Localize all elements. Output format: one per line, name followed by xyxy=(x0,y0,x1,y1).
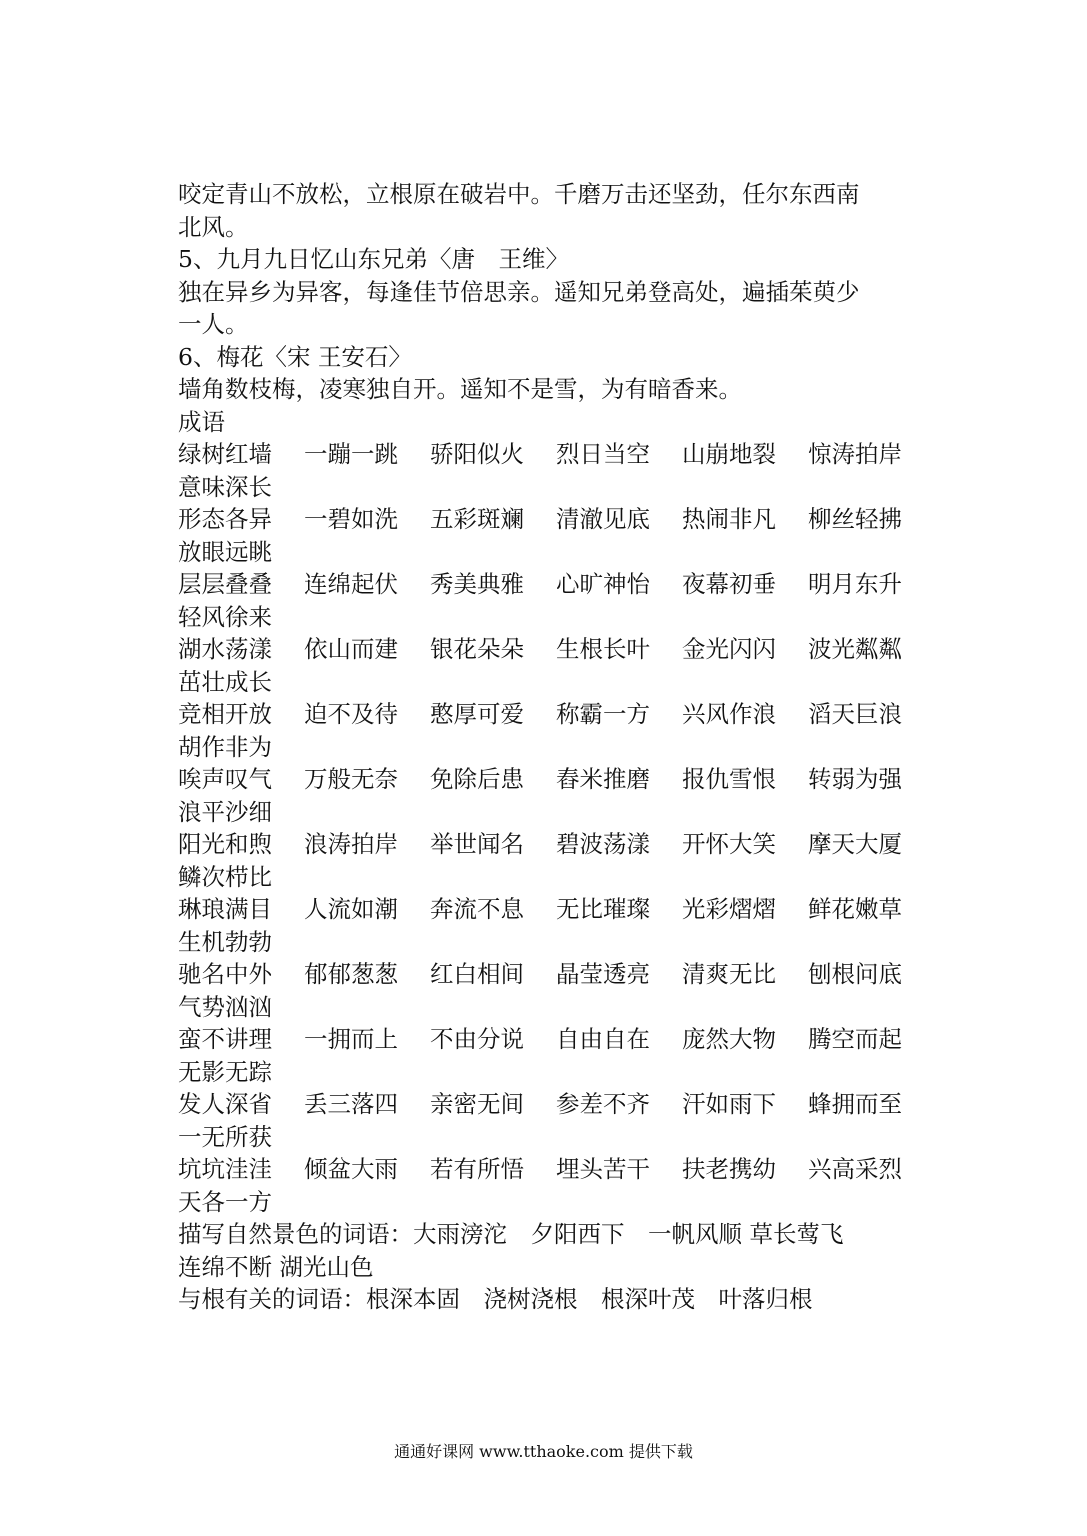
idiom-word: 秀美典雅 xyxy=(430,570,524,598)
idiom-row xyxy=(178,893,918,926)
idiom-word: 摩天大厦 xyxy=(808,830,902,858)
idiom-word: 连绵起伏 xyxy=(304,570,398,598)
idiom-row xyxy=(178,763,918,796)
idiom-row xyxy=(178,958,918,991)
idiom-word: 无影无踪 xyxy=(178,1057,272,1086)
idiom-word: 转弱为强 xyxy=(808,765,902,793)
idiom-word: 光彩熠熠 xyxy=(682,895,776,923)
idiom-word: 鲜花嫩草 xyxy=(808,895,902,923)
idiom-row xyxy=(178,1153,918,1186)
poem5-title: 5、九月九日忆山东兄弟〈唐 王维〉 xyxy=(178,245,569,273)
idiom-word: 天各一方 xyxy=(178,1187,272,1216)
idiom-word: 心旷神怡 xyxy=(556,570,650,598)
idiom-word: 迫不及待 xyxy=(304,700,398,728)
idiom-list xyxy=(178,438,918,1218)
idiom-word: 汗如雨下 xyxy=(682,1090,776,1118)
idiom-row-wrap xyxy=(178,1186,918,1219)
idiom-row xyxy=(178,568,918,601)
idiom-word: 舂米推磨 xyxy=(556,765,650,793)
idiom-word: 生机勃勃 xyxy=(178,927,272,956)
idiom-word: 开怀大笑 xyxy=(682,830,776,858)
idiom-row-wrap xyxy=(178,1056,918,1089)
idiom-word: 蛮不讲理 xyxy=(178,1025,272,1053)
idiom-word: 碧波荡漾 xyxy=(556,830,650,858)
idiom-word: 浪涛拍岸 xyxy=(304,830,398,858)
idiom-row xyxy=(178,633,918,666)
idiom-row-wrap xyxy=(178,796,918,829)
idiom-word: 清爽无比 xyxy=(682,960,776,988)
idiom-word: 腾空而起 xyxy=(808,1025,902,1053)
idiom-word: 浪平沙细 xyxy=(178,797,272,826)
idiom-word: 骄阳似火 xyxy=(430,440,524,468)
idiom-word: 夜幕初垂 xyxy=(682,570,776,598)
idiom-row xyxy=(178,698,918,731)
idiom-row-wrap xyxy=(178,861,918,894)
idiom-word: 坑坑洼洼 xyxy=(178,1155,272,1183)
idiom-word: 扶老携幼 xyxy=(682,1155,776,1183)
idiom-word: 若有所悟 xyxy=(430,1155,524,1183)
idiom-word: 依山而建 xyxy=(304,635,398,663)
idiom-word: 倾盆大雨 xyxy=(304,1155,398,1183)
idiom-row xyxy=(178,503,918,536)
idiom-row-wrap xyxy=(178,471,918,504)
idiom-row-wrap xyxy=(178,731,918,764)
idiom-row-wrap xyxy=(178,1121,918,1154)
idiom-word: 驰名中外 xyxy=(178,960,272,988)
idiom-word: 刨根问底 xyxy=(808,960,902,988)
idiom-word: 唉声叹气 xyxy=(178,765,272,793)
idiom-word: 不由分说 xyxy=(430,1025,524,1053)
idiom-word: 形态各异 xyxy=(178,505,272,533)
idiom-word: 金光闪闪 xyxy=(682,635,776,663)
idiom-row xyxy=(178,1023,918,1056)
idiom-word: 绿树红墙 xyxy=(178,440,272,468)
idiom-word: 波光粼粼 xyxy=(808,635,902,663)
idiom-word: 兴风作浪 xyxy=(682,700,776,728)
idiom-word: 一碧如洗 xyxy=(304,505,398,533)
root-words: 与根有关的词语：根深本固 浇树浇根 根深叶茂 叶落归根 xyxy=(178,1285,813,1313)
idiom-word: 放眼远眺 xyxy=(178,537,272,566)
idiom-word: 意味深长 xyxy=(178,472,272,501)
nature-words-line-2: 连绵不断 湖光山色 xyxy=(178,1252,374,1281)
idiom-word: 阳光和煦 xyxy=(178,830,272,858)
idiom-word: 憨厚可爱 xyxy=(430,700,524,728)
idiom-word: 万般无奈 xyxy=(304,765,398,793)
idiom-word: 烈日当空 xyxy=(556,440,650,468)
idiom-row-wrap xyxy=(178,536,918,569)
idiom-word: 人流如潮 xyxy=(304,895,398,923)
footer-note: 通通好课网 www.tthaoke.com 提供下载 xyxy=(394,1442,693,1461)
idiom-word: 郁郁葱葱 xyxy=(304,960,398,988)
idiom-word: 银花朵朵 xyxy=(430,635,524,663)
idiom-word: 层层叠叠 xyxy=(178,570,272,598)
idiom-row xyxy=(178,438,918,471)
poem4-line-2: 北风。 xyxy=(178,212,249,241)
idiom-word: 柳丝轻拂 xyxy=(808,505,902,533)
idiom-row-wrap xyxy=(178,666,918,699)
idiom-word: 生根长叶 xyxy=(556,635,650,663)
poem6-title: 6、梅花〈宋 王安石〉 xyxy=(178,342,412,371)
idiom-word: 惊涛拍岸 xyxy=(808,440,902,468)
idiom-word: 滔天巨浪 xyxy=(808,700,902,728)
idiom-word: 热闹非凡 xyxy=(682,505,776,533)
idiom-word: 一无所获 xyxy=(178,1122,272,1151)
idiom-word: 红白相间 xyxy=(430,960,524,988)
idiom-word: 山崩地裂 xyxy=(682,440,776,468)
idiom-word: 气势汹汹 xyxy=(178,992,272,1021)
idiom-word: 湖水荡漾 xyxy=(178,635,272,663)
idiom-word: 庞然大物 xyxy=(682,1025,776,1053)
idiom-word: 举世闻名 xyxy=(430,830,524,858)
idiom-word: 免除后患 xyxy=(430,765,524,793)
nature-words-line-1: 描写自然景色的词语：大雨滂沱 夕阳西下 一帆风顺 草长莺飞 xyxy=(178,1220,844,1248)
idiom-row-wrap xyxy=(178,601,918,634)
idiom-row-wrap xyxy=(178,991,918,1024)
idiom-word: 清澈见底 xyxy=(556,505,650,533)
poem5-line-1: 独在异乡为异客，每逢佳节倍思亲。遥知兄弟登高处，遍插茱萸少 xyxy=(178,277,860,306)
idiom-word: 鳞次栉比 xyxy=(178,862,272,891)
idiom-word: 一拥而上 xyxy=(304,1025,398,1053)
idiom-row-wrap xyxy=(178,926,918,959)
idiom-word: 无比璀璨 xyxy=(556,895,650,923)
poem5-line-2: 一人。 xyxy=(178,310,249,338)
idiom-word: 蜂拥而至 xyxy=(808,1090,902,1118)
idiom-word: 晶莹透亮 xyxy=(556,960,650,988)
idiom-word: 明月东升 xyxy=(808,570,902,598)
poem6-body: 墙角数枝梅，凌寒独自开。遥知不是雪，为有暗香来。 xyxy=(178,375,742,403)
idiom-word: 称霸一方 xyxy=(556,700,650,728)
poem4-line-1: 咬定青山不放松，立根原在破岩中。千磨万击还坚劲，任尔东西南 xyxy=(178,180,860,208)
idiom-row xyxy=(178,1088,918,1121)
idiom-word: 琳琅满目 xyxy=(178,895,272,923)
idiom-word: 竞相开放 xyxy=(178,700,272,728)
idiom-word: 参差不齐 xyxy=(556,1090,650,1118)
idiom-word: 发人深省 xyxy=(178,1090,272,1118)
idiom-word: 亲密无间 xyxy=(430,1090,524,1118)
idiom-word: 五彩斑斓 xyxy=(430,505,524,533)
idiom-word: 轻风徐来 xyxy=(178,602,272,631)
idiom-word: 奔流不息 xyxy=(430,895,524,923)
idiom-word: 茁壮成长 xyxy=(178,667,272,696)
idioms-heading: 成语 xyxy=(178,407,225,436)
idiom-word: 一蹦一跳 xyxy=(304,440,398,468)
idiom-word: 报仇雪恨 xyxy=(682,765,776,793)
idiom-word: 兴高采烈 xyxy=(808,1155,902,1183)
idiom-word: 胡作非为 xyxy=(178,732,272,761)
idiom-word: 埋头苦干 xyxy=(556,1155,650,1183)
idiom-word: 丢三落四 xyxy=(304,1090,398,1118)
idiom-word: 自由自在 xyxy=(556,1025,650,1053)
idiom-row xyxy=(178,828,918,861)
document-body xyxy=(178,178,918,1316)
